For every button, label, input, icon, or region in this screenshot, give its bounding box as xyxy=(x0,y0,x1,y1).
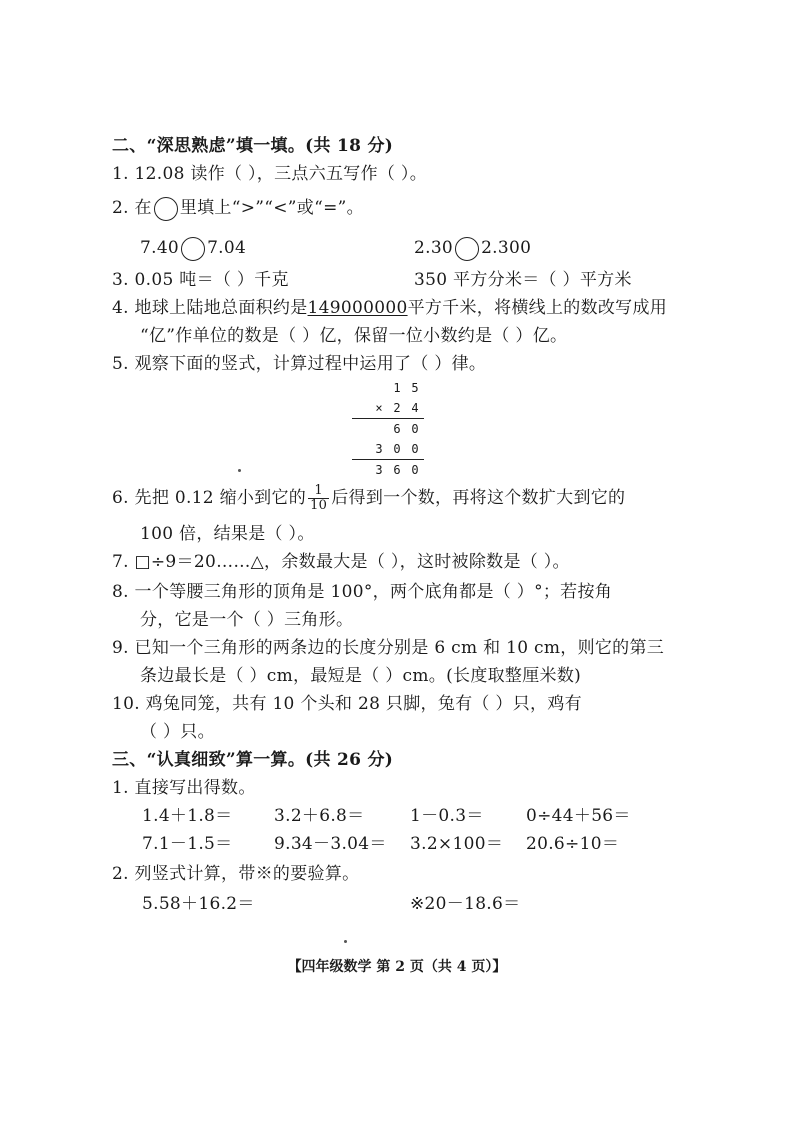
calc-item: 3.2＋6.8＝ xyxy=(274,806,365,826)
compare-item-a xyxy=(140,236,246,261)
compare-item-b xyxy=(414,236,531,261)
vertical-digit xyxy=(370,419,388,439)
fraction xyxy=(308,484,329,513)
section2-title: 二、“深思熟虑”填一填。(共 18 分) xyxy=(112,136,394,156)
vertical-digit: 5 xyxy=(411,381,419,395)
question-4 xyxy=(112,296,667,320)
question-10: 10. 鸡兔同笼，共有 10 个头和 28 只脚，兔有（ ）只，鸡有 xyxy=(112,694,582,714)
question-10-line2: （ ）只。 xyxy=(140,722,215,742)
vertical-digit: 0 xyxy=(393,442,401,456)
vertical-digit xyxy=(370,378,388,398)
calc-item: 9.34－3.04＝ xyxy=(274,834,387,854)
calc-item: 1－0.3＝ xyxy=(410,806,484,826)
page-footer: 【四年级数学 第 2 页（共 4 页）】 xyxy=(287,959,507,975)
calc-item: 0÷44＋56＝ xyxy=(526,806,631,826)
vertical-digit: 0 xyxy=(411,422,419,436)
vertical-digit: 6 xyxy=(393,422,401,436)
question-6-suffix: 后得到一个数，再将这个数扩大到它的 xyxy=(331,488,626,508)
compare-b-right: 2.300 xyxy=(481,238,532,258)
vertical-digit: 6 xyxy=(393,463,401,477)
question-5: 5. 观察下面的竖式，计算过程中运用了（ ）律。 xyxy=(112,354,487,374)
question-2-suffix: 里填上“>”“<”或“=”。 xyxy=(179,198,364,218)
compare-b-left: 2.30 xyxy=(414,238,454,258)
question-9: 9. 已知一个三角形的两条边的长度分别是 6 cm 和 10 cm，则它的第三 xyxy=(112,638,665,658)
question-4-line2: “亿”作单位的数是（ ）亿，保留一位小数约是（ ）亿。 xyxy=(140,326,568,346)
question-2 xyxy=(112,196,364,221)
question-4-prefix: 4. 地球上陆地总面积约是 xyxy=(112,298,308,318)
vertical-digit: 4 xyxy=(411,401,419,415)
compare-circle-icon xyxy=(154,197,178,221)
compare-circle-icon xyxy=(455,237,479,261)
vertical-digit: 0 xyxy=(411,463,419,477)
calc-item: 7.1－1.5＝ xyxy=(142,834,233,854)
question-3b: 350 平方分米＝（ ）平方米 xyxy=(414,270,632,290)
question-6 xyxy=(112,484,625,513)
question-2-prefix: 2. 在 xyxy=(112,198,152,218)
question-8-line2: 分，它是一个（ ）三角形。 xyxy=(140,610,354,630)
question-6-line2: 100 倍，结果是（ ）。 xyxy=(140,524,315,544)
section3-title: 三、“认真细致”算一算。(共 26 分) xyxy=(112,750,394,770)
compare-circle-icon xyxy=(181,237,205,261)
question-8: 8. 一个等腰三角形的顶角是 100°，两个底角都是（ ）°；若按角 xyxy=(112,582,613,602)
question-3a: 3. 0.05 吨＝（ ）千克 xyxy=(112,270,289,290)
fraction-numerator: 1 xyxy=(308,484,329,499)
compare-a-left: 7.40 xyxy=(140,238,180,258)
scan-speck xyxy=(344,940,347,943)
vertical-digit: 3 xyxy=(375,442,383,456)
vertical-row xyxy=(352,439,424,459)
vertical-row xyxy=(352,418,424,439)
calc-item: 3.2×100＝ xyxy=(410,834,504,854)
vertical-row xyxy=(352,398,424,418)
vertical-digit: 0 xyxy=(411,442,419,456)
question-6-prefix: 6. 先把 0.12 缩小到它的 xyxy=(112,488,307,508)
section3-question-2: 2. 列竖式计算，带※的要验算。 xyxy=(112,864,360,884)
scan-speck xyxy=(238,469,241,472)
vertical-digit: 3 xyxy=(375,463,383,477)
vertical-multiplication xyxy=(352,378,424,480)
question-7: 7. □÷9＝20……△，余数最大是（ ），这时被除数是（ ）。 xyxy=(112,552,570,572)
fraction-denominator: 10 xyxy=(310,498,328,513)
vertical-row xyxy=(352,459,424,480)
section3-question-1: 1. 直接写出得数。 xyxy=(112,778,256,798)
question-9-line2: 条边最长是（ ）cm，最短是（ ）cm。(长度取整厘米数) xyxy=(140,666,582,686)
calc-item: 1.4＋1.8＝ xyxy=(142,806,233,826)
calc-item: 20.6÷10＝ xyxy=(526,834,620,854)
vertical-digit: × xyxy=(375,401,383,415)
vertical-calc-b: ※20－18.6＝ xyxy=(410,894,521,914)
question-1: 1. 12.08 读作（ ），三点六五写作（ ）。 xyxy=(112,164,428,184)
vertical-digit: 2 xyxy=(393,401,401,415)
compare-a-right: 7.04 xyxy=(207,238,247,258)
question-4-suffix: 平方千米，将横线上的数改写成用 xyxy=(407,298,668,318)
underlined-number: 149000000 xyxy=(307,298,408,318)
vertical-calc-a: 5.58＋16.2＝ xyxy=(142,894,255,914)
vertical-digit: 1 xyxy=(393,381,401,395)
vertical-row xyxy=(352,378,424,398)
